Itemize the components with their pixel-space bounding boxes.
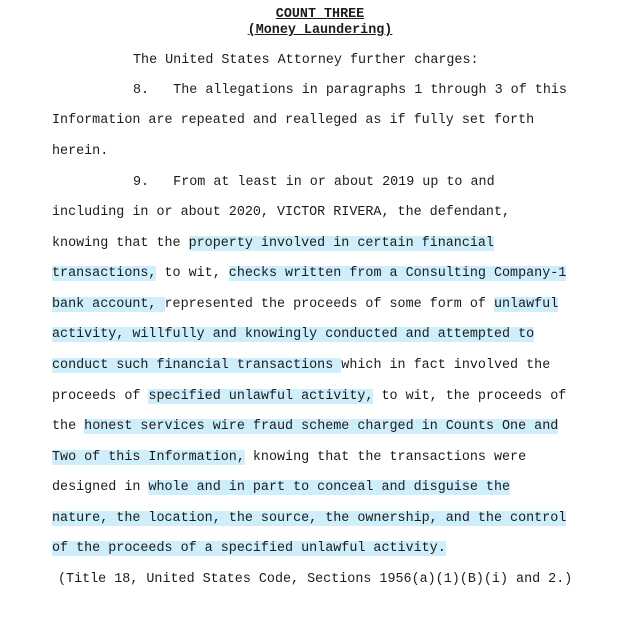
- para9-line5: [52, 296, 640, 314]
- highlighted-text: transactions,: [52, 266, 157, 281]
- plain-text: represented the proceeds of some form of: [164, 297, 494, 312]
- para9-line1: 9. From at least in or about 2019 up to and: [133, 175, 495, 190]
- count-subtitle: (Money Laundering): [247, 23, 393, 38]
- highlighted-text: honest services wire fraud scheme charged in Counts One and: [84, 419, 559, 434]
- plain-text: the: [52, 419, 85, 434]
- para9-line9: [52, 418, 640, 436]
- highlighted-text: conduct such financial transactions: [52, 358, 342, 373]
- para9-line8: [52, 388, 640, 406]
- plain-text: knowing that the transactions were: [244, 450, 527, 465]
- para8-line2: Information are repeated and realleged as if fully set forth: [52, 113, 535, 128]
- statute-citation: (Title 18, United States Code, Sections 1956(a)(1)(B)(i) and 2.): [58, 572, 573, 587]
- highlighted-text: property involved in certain financial: [188, 236, 494, 251]
- para9-line11: [52, 479, 640, 497]
- para9-line4: [52, 265, 640, 283]
- count-title: COUNT THREE: [275, 7, 365, 22]
- highlighted-text: checks written from a Consulting Company-1: [228, 266, 567, 281]
- para8-line1: 8. The allegations in paragraphs 1 through 3 of this: [133, 83, 567, 98]
- plain-text: to wit, the proceeds of: [373, 389, 567, 404]
- para9-line7: [52, 357, 640, 375]
- para9-line2: including in or about 2020, VICTOR RIVERA, the defendant,: [52, 205, 511, 220]
- intro-line: The United States Attorney further charges:: [133, 53, 479, 68]
- highlighted-text: activity, willfully and knowingly conducted and attempted to: [52, 327, 535, 342]
- highlighted-text: bank account,: [52, 297, 165, 312]
- plain-text: knowing that the: [52, 236, 189, 251]
- plain-text: which in fact involved the: [341, 358, 551, 373]
- para9-line10: [52, 449, 640, 467]
- para9-line6: [52, 326, 640, 344]
- para9-line13: [52, 540, 640, 558]
- highlighted-text: Two of this Information,: [52, 450, 245, 465]
- plain-text: designed in: [52, 480, 149, 495]
- highlighted-text: of the proceeds of a specified unlawful activity.: [52, 541, 446, 556]
- plain-text: proceeds of: [52, 389, 149, 404]
- plain-text: to wit,: [156, 266, 229, 281]
- highlighted-text: specified unlawful activity,: [148, 389, 374, 404]
- highlighted-text: unlawful: [493, 297, 559, 312]
- para8-line3: herein.: [52, 144, 109, 159]
- highlighted-text: nature, the location, the source, the ownership, and the control: [52, 511, 567, 526]
- para9-line12: [52, 510, 640, 528]
- highlighted-text: whole and in part to conceal and disguise the: [148, 480, 511, 495]
- para9-line3: [52, 235, 640, 253]
